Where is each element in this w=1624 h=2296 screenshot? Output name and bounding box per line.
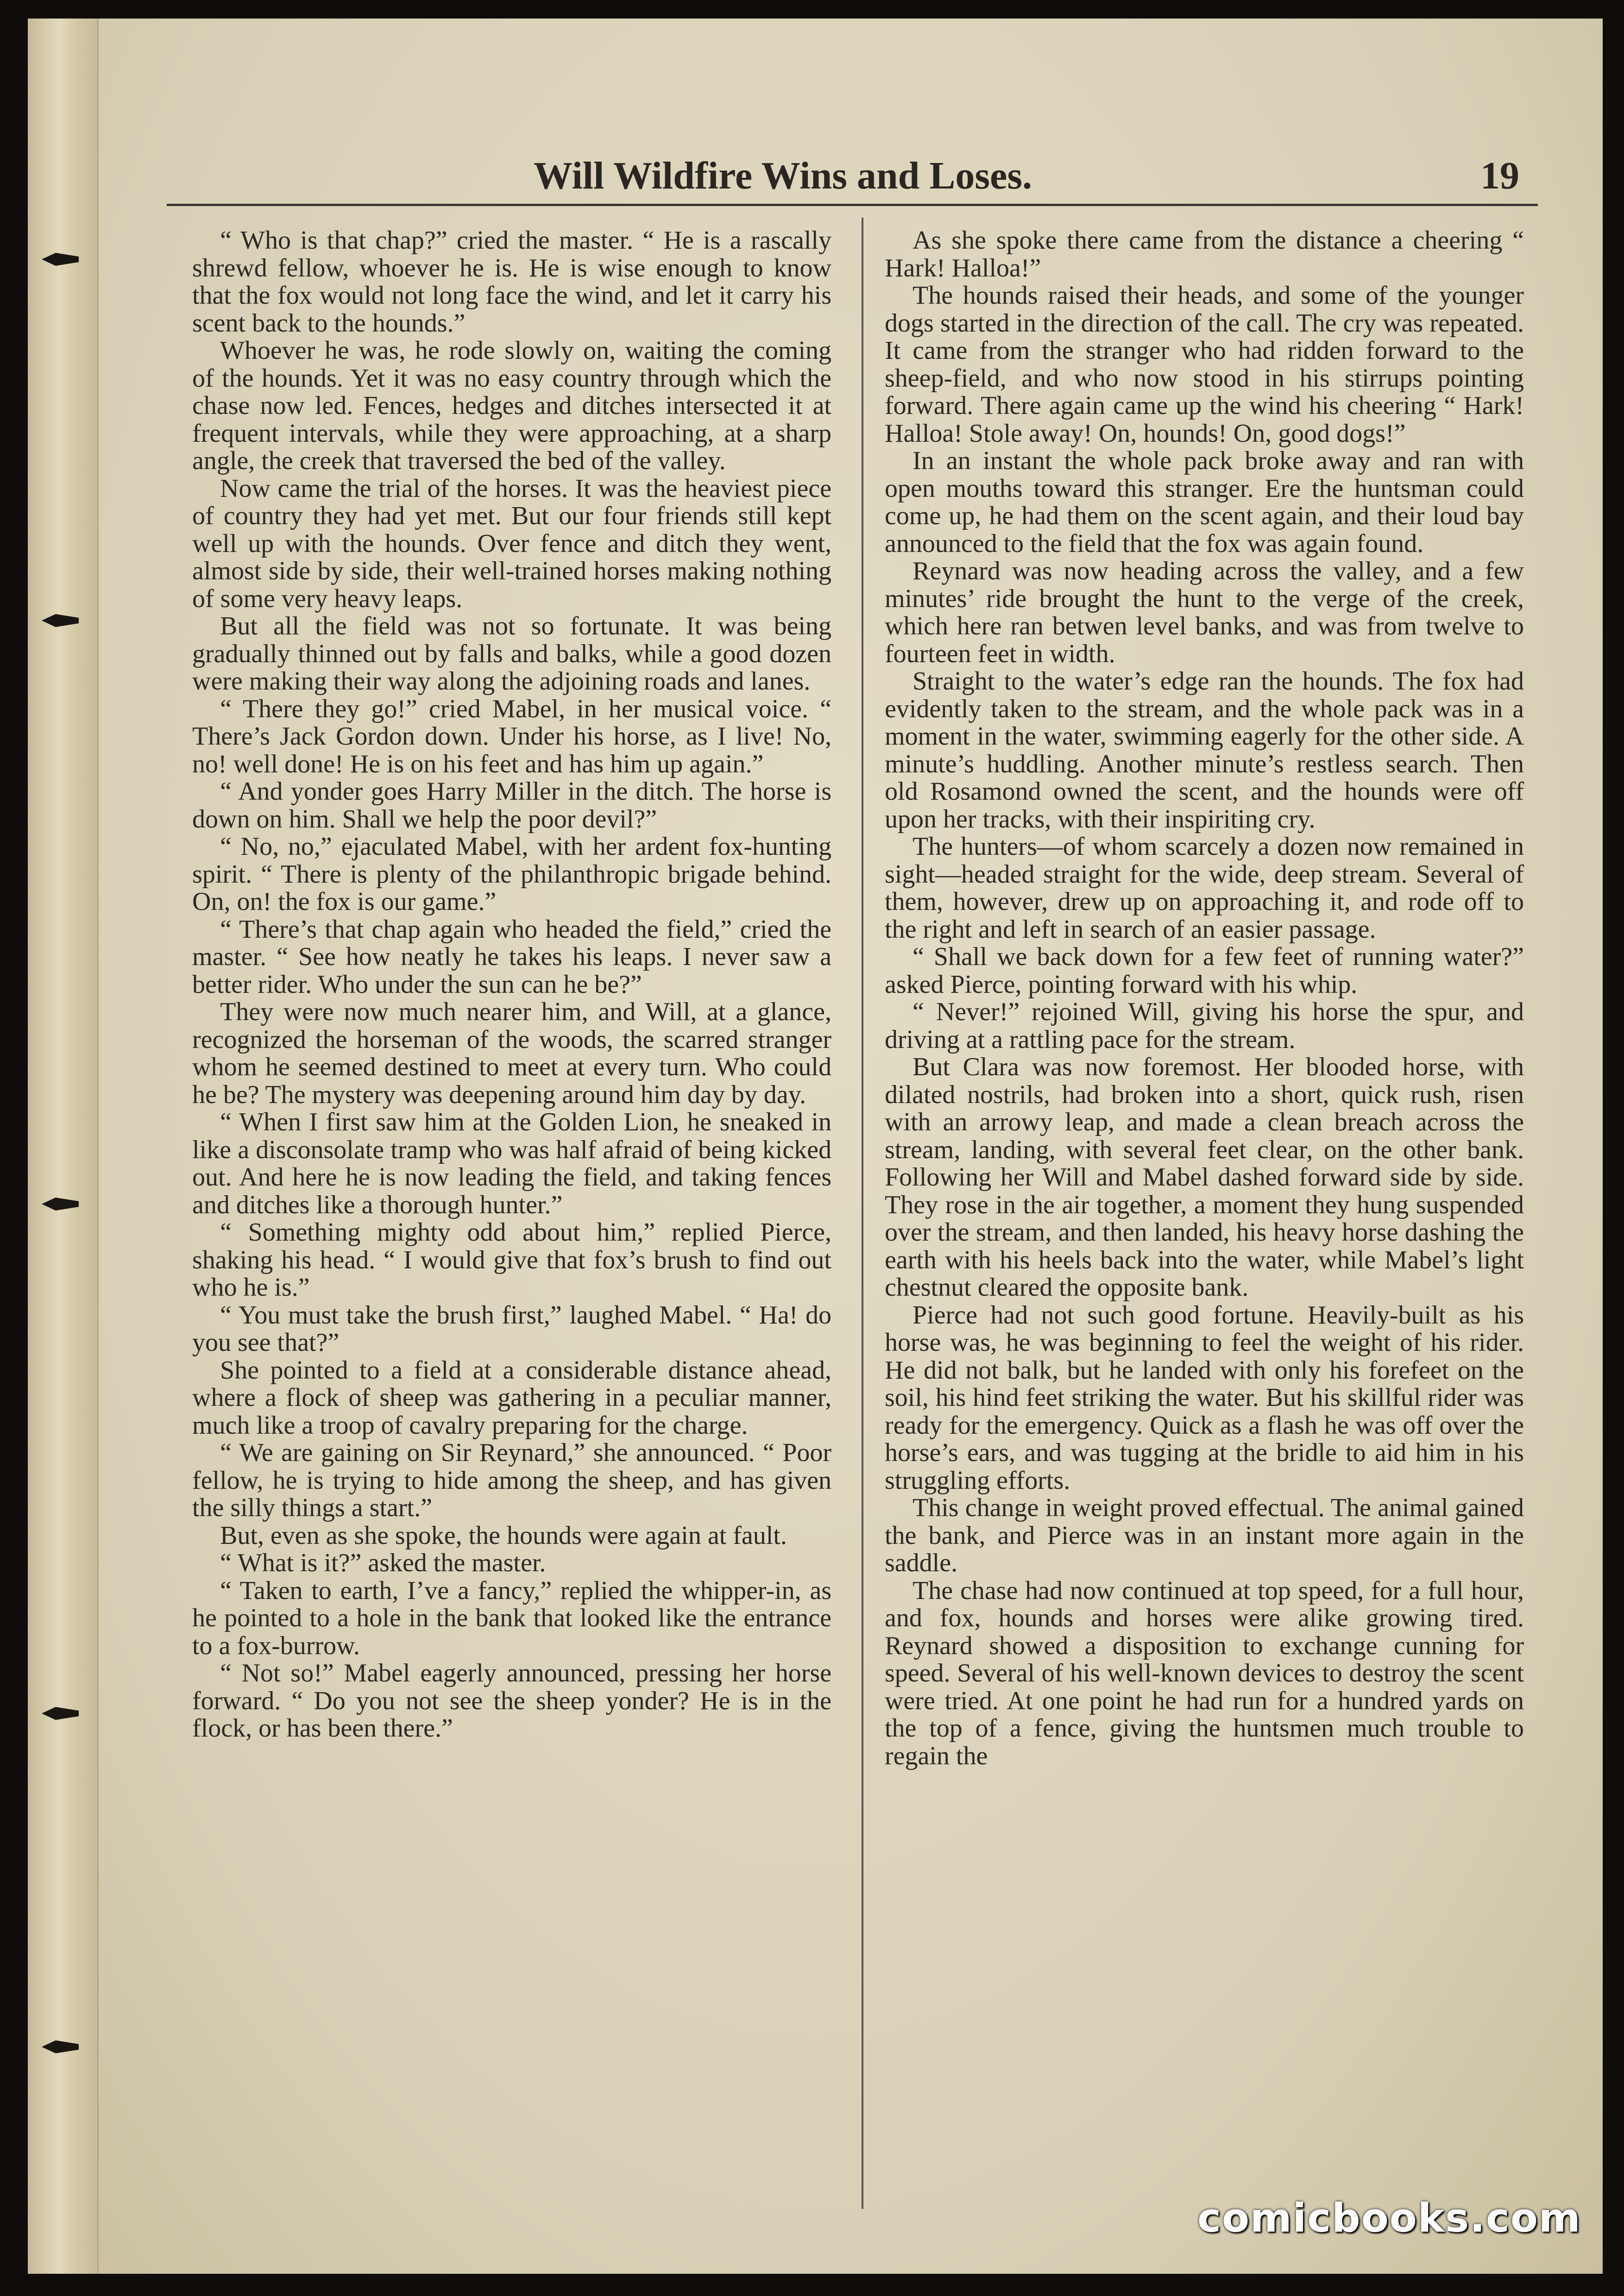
column-divider: [862, 218, 863, 2209]
paragraph: She pointed to a field at a considerable distance ahead, where a flock of sheep was gathering in a peculiar manner, much like a troop of cavalry preparing for the charge.: [192, 1355, 831, 1440]
text-column-left: [192, 227, 831, 1743]
paragraph: The hunters—of whom scarcely a dozen now remained in sight—headed straight for the wide, deep stream. Several of them, however, drew up on approaching it, and rode off to the right and left in search of an easier passage.: [885, 832, 1524, 944]
paragraph: “ Never!” rejoined Will, giving his horse the spur, and driving at a rattling pace for the stream.: [885, 997, 1524, 1054]
watermark: comicbooks.com: [1197, 2195, 1581, 2241]
paragraph: But, even as she spoke, the hounds were again at fault.: [220, 1521, 787, 1550]
paragraph: This change in weight proved effectual. The animal gained the bank, and Pierce was in an instant more again in the saddle.: [885, 1493, 1524, 1577]
paragraph: They were now much nearer him, and Will, at a glance, recognized the horseman of the woods, the scarred stranger whom he seemed destined to meet at every turn. Who could he be? The mystery was deepening around him day by day.: [192, 997, 831, 1109]
text-column-right: [885, 227, 1524, 1770]
paragraph: “ You must take the brush first,” laughed Mabel. “ Ha! do you see that?”: [192, 1300, 831, 1357]
paragraph: “ Something mighty odd about him,” replied Pierce, shaking his head. “ I would give that fox’s brush to find out who he is.”: [192, 1218, 831, 1302]
paragraph: “ What is it?” asked the master.: [220, 1549, 546, 1577]
paragraph: But all the field was not so fortunate. It was being gradually thinned out by falls and balks, while a good dozen were making their way along the adjoining roads and lanes.: [192, 612, 831, 696]
binding-stitch-icon: [42, 1704, 79, 1723]
paragraph: In an instant the whole pack broke away and ran with open mouths toward this stranger. Ere the huntsman could come up, he had them on the scent again, and their loud bay announced to the field that the fox was again found.: [885, 446, 1524, 558]
page-number: 19: [1480, 154, 1519, 197]
paragraph: “ Who is that chap?” cried the master. “ He is a rascally shrewd fellow, whoever he is. He is wise enough to know that the fox would not long face the wind, and let it carry his scent back to the hounds.”: [192, 226, 831, 338]
paragraph: “ There’s that chap again who headed the field,” cried the master. “ See how neatly he takes his leaps. I never saw a better rider. Who under the sun can he be?”: [192, 915, 831, 999]
paragraph: Whoever he was, he rode slowly on, waiting the coming of the hounds. Yet it was no easy country through which the chase now led. Fences, hedges and ditches intersected it at frequent intervals, while they were approaching, at a sharp angle, the creek that traversed the bed of the valley.: [192, 336, 831, 475]
binding-stitch-icon: [42, 2038, 79, 2056]
running-title: Will Wildfire Wins and Loses.: [533, 154, 1032, 197]
paragraph: Pierce had not such good fortune. Heavily-built as his horse was, he was beginning to feel the weight of his rider. He did not balk, but he landed with only his forefeet on the soil, his hind feet striking the water. But his skillful rider was ready for the emergency. Quick as a flash he was off over the horse’s ears, and was tugging at the bridle to aid him in his struggling efforts.: [885, 1300, 1524, 1495]
paragraph: The hounds raised their heads, and some of the younger dogs started in the direction of the call. The cry was repeated. It came from the stranger who had ridden forward to the sheep-field, and who now stood in his stirrups pointing forward. There again came up the wind his cheering “ Hark! Halloa! Stole away! On, hounds! On, good dogs!”: [885, 281, 1524, 448]
paragraph: But Clara was now foremost. Her blooded horse, with dilated nostrils, had broken into a short, quick rush, risen with an arrowy leap, and made a clean breach across the stream, landing, with several feet clear, on the other bank. Following her Will and Mabel dashed forward side by side. They rose in the air together, a moment they hung suspended over the stream, and then landed, his heavy horse dashing the earth with his heels back into the water, while Mabel’s light chestnut cleared the opposite bank.: [885, 1053, 1524, 1302]
binding-stitch-icon: [42, 611, 79, 630]
binding-stitch-icon: [42, 250, 79, 269]
paragraph: The chase had now continued at top speed, for a full hour, and fox, hounds and horses were alike growing tired. Reynard showed a disposition to exchange cunning for speed. Several of his well-known devices to destroy the scent were tried. At one point he had run for a hundred yards on the top of a fence, giving the huntsmen much trouble to regain the: [885, 1576, 1524, 1770]
paragraph: Reynard was now heading across the valley, and a few minutes’ ride brought the hunt to the verge of the creek, which here ran betwen level banks, and was from twelve to fourteen feet in width.: [885, 557, 1524, 668]
paragraph: As she spoke there came from the distance a cheering “ Hark! Halloa!”: [885, 226, 1524, 282]
binding-stitch-icon: [42, 1195, 79, 1213]
paragraph: “ There they go!” cried Mabel, in her musical voice. “ There’s Jack Gordon down. Under his horse, as I live! No, no! well done! He is on his feet and has him up again.”: [192, 694, 831, 778]
paragraph: “ We are gaining on Sir Reynard,” she announced. “ Poor fellow, he is trying to hide among the sheep, and has given the silly things a start.”: [192, 1438, 831, 1522]
paragraph: “ Not so!” Mabel eagerly announced, pressing her horse forward. “ Do you not see the sheep yonder? He is in the flock, or has been there.”: [192, 1659, 831, 1743]
paragraph: “ Taken to earth, I’ve a fancy,” replied the whipper-in, as he pointed to a hole in the bank that looked like the entrance to a fox-burrow.: [192, 1576, 831, 1660]
paragraph: “ No, no,” ejaculated Mabel, with her ardent fox-hunting spirit. “ There is plenty of the philanthropic brigade behind. On, on! the fox is our game.”: [192, 832, 831, 916]
binding-spine: [28, 19, 99, 2274]
paragraph: Straight to the water’s edge ran the hounds. The fox had evidently taken to the stream, and the whole pack was in a moment in the water, swimming eagerly for the other side. A minute’s huddling. Another minute’s restless search. Then old Rosamond owned the scent, and the hounds were off upon her tracks, with their inspiriting cry.: [885, 667, 1524, 834]
paragraph: “ And yonder goes Harry Miller in the ditch. The horse is down on him. Shall we help the poor devil?”: [192, 777, 831, 834]
paragraph: “ When I first saw him at the Golden Lion, he sneaked in like a disconsolate tramp who was half afraid of being kicked out. And here he is now leading the field, and taking fences and ditches like a thorough hunter.”: [192, 1108, 831, 1219]
paragraph: “ Shall we back down for a few feet of running water?” asked Pierce, pointing forward with his whip.: [885, 942, 1524, 999]
paragraph: Now came the trial of the horses. It was the heaviest piece of country they had yet met. But our four friends still kept well up with the hounds. Over fence and ditch they went, almost side by side, their well-trained horses making nothing of some very heavy leaps.: [192, 474, 831, 613]
page-header: [167, 153, 1538, 206]
